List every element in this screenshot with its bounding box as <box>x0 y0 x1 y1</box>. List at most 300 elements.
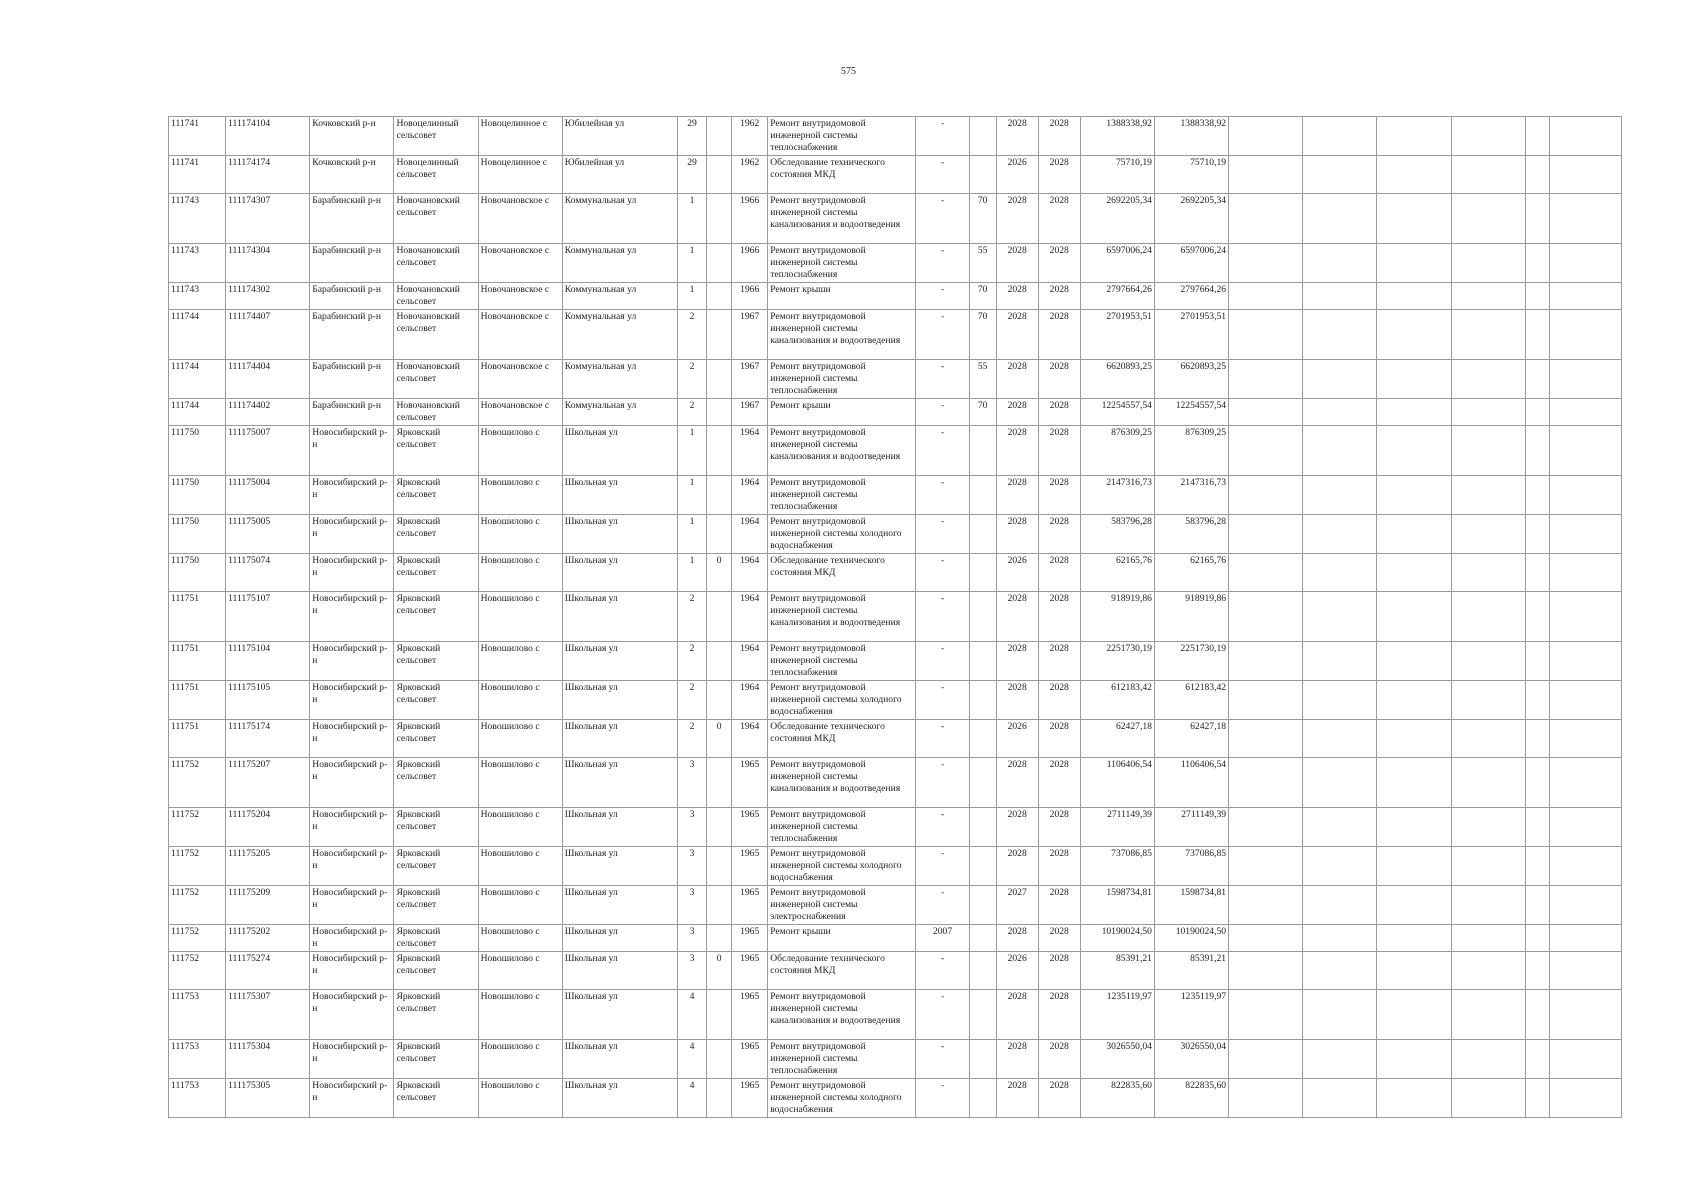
cell-empty <box>1451 758 1525 808</box>
cell-locality: Новошилово с <box>478 1040 562 1079</box>
page-number: 575 <box>841 66 856 77</box>
cell-col12: 2028 <box>996 990 1038 1040</box>
cell-street: Коммунальная ул <box>562 360 677 399</box>
table-row <box>169 808 1622 847</box>
cell-col10: - <box>916 642 969 681</box>
cell-empty <box>1303 847 1377 886</box>
cell-col12: 2028 <box>996 758 1038 808</box>
cell-col14: 2797664,26 <box>1080 283 1154 310</box>
cell-empty <box>1525 156 1549 194</box>
cell-empty <box>1229 1040 1303 1079</box>
cell-empty <box>1451 642 1525 681</box>
cell-district: Кочковский р-н <box>310 117 394 156</box>
cell-col13: 2028 <box>1038 515 1080 554</box>
cell-building: 0 <box>707 952 732 990</box>
cell-street: Школьная ул <box>562 1040 677 1079</box>
cell-id: 111753 <box>169 990 226 1040</box>
cell-house: 29 <box>678 117 707 156</box>
cell-empty <box>1377 117 1451 156</box>
cell-locality: Новошилово с <box>478 847 562 886</box>
cell-house: 4 <box>678 990 707 1040</box>
cell-col11 <box>969 808 996 847</box>
cell-empty <box>1525 642 1549 681</box>
cell-house: 1 <box>678 244 707 283</box>
table-row <box>169 156 1622 194</box>
cell-code: 111174407 <box>226 310 310 360</box>
cell-code: 111174402 <box>226 399 310 426</box>
cell-id: 111743 <box>169 244 226 283</box>
cell-code: 111174174 <box>226 156 310 194</box>
cell-empty <box>1377 156 1451 194</box>
cell-col10: - <box>916 360 969 399</box>
cell-empty <box>1451 808 1525 847</box>
cell-locality: Новошилово с <box>478 720 562 758</box>
table-row <box>169 515 1622 554</box>
cell-empty <box>1377 758 1451 808</box>
cell-empty <box>1451 886 1525 925</box>
cell-id: 111752 <box>169 925 226 952</box>
cell-street: Школьная ул <box>562 1079 677 1118</box>
cell-work: Ремонт внутридомовой инженерной системы канализования и водоотведения <box>768 758 916 808</box>
cell-code: 111174404 <box>226 360 310 399</box>
cell-district: Барабинский р-н <box>310 244 394 283</box>
cell-house: 2 <box>678 310 707 360</box>
cell-empty <box>1451 310 1525 360</box>
cell-empty <box>1377 886 1451 925</box>
cell-empty <box>1525 117 1549 156</box>
cell-empty <box>1549 1040 1621 1079</box>
cell-col14: 62427,18 <box>1080 720 1154 758</box>
cell-year: 1966 <box>732 194 768 244</box>
cell-code: 111175202 <box>226 925 310 952</box>
cell-locality: Новошилово с <box>478 1079 562 1118</box>
cell-council: Ярковский сельсовет <box>394 476 478 515</box>
cell-col13: 2028 <box>1038 681 1080 720</box>
cell-id: 111750 <box>169 554 226 592</box>
cell-empty <box>1525 515 1549 554</box>
cell-empty <box>1303 194 1377 244</box>
cell-locality: Новочановское с <box>478 399 562 426</box>
cell-work: Ремонт внутридомовой инженерной системы теплоснабжения <box>768 360 916 399</box>
cell-empty <box>1229 283 1303 310</box>
cell-col11: 55 <box>969 244 996 283</box>
cell-empty <box>1549 642 1621 681</box>
table-row <box>169 283 1622 310</box>
cell-id: 111753 <box>169 1079 226 1118</box>
cell-empty <box>1525 886 1549 925</box>
cell-locality: Новошилово с <box>478 952 562 990</box>
cell-council: Ярковский сельсовет <box>394 592 478 642</box>
cell-year: 1965 <box>732 808 768 847</box>
cell-col11: 70 <box>969 194 996 244</box>
cell-empty <box>1229 310 1303 360</box>
cell-empty <box>1229 758 1303 808</box>
cell-col12: 2028 <box>996 515 1038 554</box>
cell-code: 111175207 <box>226 758 310 808</box>
cell-house: 3 <box>678 925 707 952</box>
cell-street: Школьная ул <box>562 847 677 886</box>
cell-work: Ремонт внутридомовой инженерной системы теплоснабжения <box>768 808 916 847</box>
cell-district: Кочковский р-н <box>310 156 394 194</box>
cell-col14: 1106406,54 <box>1080 758 1154 808</box>
cell-empty <box>1303 1040 1377 1079</box>
table-row <box>169 310 1622 360</box>
cell-col15: 1235119,97 <box>1154 990 1228 1040</box>
cell-empty <box>1549 156 1621 194</box>
cell-empty <box>1229 1079 1303 1118</box>
cell-code: 111175204 <box>226 808 310 847</box>
cell-code: 111175209 <box>226 886 310 925</box>
cell-col10: - <box>916 426 969 476</box>
cell-council: Ярковский сельсовет <box>394 554 478 592</box>
cell-empty <box>1525 952 1549 990</box>
cell-id: 111744 <box>169 399 226 426</box>
cell-year: 1964 <box>732 720 768 758</box>
table-row <box>169 194 1622 244</box>
cell-locality: Новошилово с <box>478 925 562 952</box>
cell-col12: 2028 <box>996 1079 1038 1118</box>
cell-house: 2 <box>678 592 707 642</box>
cell-col11 <box>969 426 996 476</box>
cell-col10: - <box>916 117 969 156</box>
cell-col13: 2028 <box>1038 117 1080 156</box>
cell-empty <box>1525 476 1549 515</box>
cell-id: 111752 <box>169 952 226 990</box>
table-row <box>169 990 1622 1040</box>
cell-council: Ярковский сельсовет <box>394 952 478 990</box>
cell-building <box>707 925 732 952</box>
cell-empty <box>1549 399 1621 426</box>
cell-empty <box>1377 681 1451 720</box>
cell-col12: 2028 <box>996 476 1038 515</box>
cell-col13: 2028 <box>1038 1040 1080 1079</box>
cell-locality: Новочановское с <box>478 283 562 310</box>
cell-year: 1965 <box>732 990 768 1040</box>
cell-col12: 2028 <box>996 808 1038 847</box>
cell-id: 111752 <box>169 886 226 925</box>
cell-work: Ремонт внутридомовой инженерной системы холодного водоснабжения <box>768 515 916 554</box>
cell-district: Барабинский р-н <box>310 310 394 360</box>
cell-district: Новосибирский р-н <box>310 990 394 1040</box>
cell-col15: 10190024,50 <box>1154 925 1228 952</box>
cell-empty <box>1549 925 1621 952</box>
cell-work: Ремонт крыши <box>768 399 916 426</box>
table-row <box>169 117 1622 156</box>
cell-empty <box>1525 399 1549 426</box>
cell-year: 1964 <box>732 426 768 476</box>
cell-work: Ремонт внутридомовой инженерной системы электроснабжения <box>768 886 916 925</box>
cell-col15: 62165,76 <box>1154 554 1228 592</box>
cell-empty <box>1303 554 1377 592</box>
cell-empty <box>1229 399 1303 426</box>
cell-street: Школьная ул <box>562 515 677 554</box>
cell-council: Ярковский сельсовет <box>394 847 478 886</box>
cell-col10: - <box>916 1079 969 1118</box>
cell-id: 111741 <box>169 117 226 156</box>
cell-col11 <box>969 925 996 952</box>
cell-col11: 55 <box>969 360 996 399</box>
cell-council: Ярковский сельсовет <box>394 1079 478 1118</box>
cell-empty <box>1549 952 1621 990</box>
cell-empty <box>1377 476 1451 515</box>
cell-empty <box>1451 847 1525 886</box>
cell-street: Юбилейная ул <box>562 117 677 156</box>
cell-empty <box>1549 681 1621 720</box>
cell-house: 29 <box>678 156 707 194</box>
cell-locality: Новошилово с <box>478 886 562 925</box>
cell-building <box>707 681 732 720</box>
cell-empty <box>1451 554 1525 592</box>
cell-col15: 876309,25 <box>1154 426 1228 476</box>
cell-col15: 1106406,54 <box>1154 758 1228 808</box>
cell-empty <box>1525 808 1549 847</box>
cell-building <box>707 244 732 283</box>
cell-empty <box>1303 642 1377 681</box>
cell-col13: 2028 <box>1038 244 1080 283</box>
cell-year: 1965 <box>732 758 768 808</box>
cell-street: Школьная ул <box>562 952 677 990</box>
cell-house: 3 <box>678 847 707 886</box>
cell-building <box>707 1040 732 1079</box>
cell-code: 111174304 <box>226 244 310 283</box>
cell-col13: 2028 <box>1038 758 1080 808</box>
cell-house: 1 <box>678 194 707 244</box>
cell-empty <box>1229 426 1303 476</box>
cell-house: 1 <box>678 476 707 515</box>
cell-col15: 62427,18 <box>1154 720 1228 758</box>
table-row <box>169 476 1622 515</box>
cell-col11 <box>969 117 996 156</box>
cell-locality: Новошилово с <box>478 642 562 681</box>
cell-year: 1962 <box>732 117 768 156</box>
cell-work: Ремонт внутридомовой инженерной системы канализования и водоотведения <box>768 592 916 642</box>
cell-code: 111175007 <box>226 426 310 476</box>
cell-building <box>707 283 732 310</box>
cell-building <box>707 886 732 925</box>
cell-col15: 2797664,26 <box>1154 283 1228 310</box>
cell-empty <box>1303 925 1377 952</box>
cell-col14: 822835,60 <box>1080 1079 1154 1118</box>
cell-code: 111175107 <box>226 592 310 642</box>
cell-col13: 2028 <box>1038 925 1080 952</box>
cell-empty <box>1451 360 1525 399</box>
cell-empty <box>1549 847 1621 886</box>
cell-house: 2 <box>678 720 707 758</box>
cell-empty <box>1525 925 1549 952</box>
cell-street: Школьная ул <box>562 990 677 1040</box>
cell-empty <box>1303 426 1377 476</box>
cell-id: 111752 <box>169 808 226 847</box>
cell-empty <box>1229 592 1303 642</box>
cell-col15: 737086,85 <box>1154 847 1228 886</box>
cell-empty <box>1303 952 1377 990</box>
cell-empty <box>1303 399 1377 426</box>
cell-empty <box>1451 681 1525 720</box>
cell-empty <box>1229 117 1303 156</box>
cell-code: 111175305 <box>226 1079 310 1118</box>
cell-empty <box>1549 592 1621 642</box>
cell-code: 111175074 <box>226 554 310 592</box>
cell-empty <box>1377 720 1451 758</box>
cell-empty <box>1377 515 1451 554</box>
cell-col14: 62165,76 <box>1080 554 1154 592</box>
cell-district: Новосибирский р-н <box>310 592 394 642</box>
cell-id: 111753 <box>169 1040 226 1079</box>
cell-empty <box>1549 758 1621 808</box>
cell-year: 1964 <box>732 476 768 515</box>
cell-year: 1966 <box>732 283 768 310</box>
cell-district: Новосибирский р-н <box>310 720 394 758</box>
cell-empty <box>1525 283 1549 310</box>
cell-col13: 2028 <box>1038 952 1080 990</box>
cell-col10: - <box>916 952 969 990</box>
cell-col11 <box>969 554 996 592</box>
cell-col14: 10190024,50 <box>1080 925 1154 952</box>
cell-year: 1965 <box>732 952 768 990</box>
table-row <box>169 681 1622 720</box>
cell-id: 111741 <box>169 156 226 194</box>
cell-house: 1 <box>678 554 707 592</box>
cell-code: 111175174 <box>226 720 310 758</box>
cell-col10: - <box>916 244 969 283</box>
cell-empty <box>1549 310 1621 360</box>
cell-empty <box>1377 426 1451 476</box>
table-row <box>169 1040 1622 1079</box>
cell-work: Ремонт внутридомовой инженерной системы канализования и водоотведения <box>768 194 916 244</box>
cell-col12: 2028 <box>996 194 1038 244</box>
cell-locality: Новошилово с <box>478 476 562 515</box>
table-row <box>169 720 1622 758</box>
cell-col13: 2028 <box>1038 310 1080 360</box>
cell-col14: 2711149,39 <box>1080 808 1154 847</box>
table-row <box>169 925 1622 952</box>
cell-col10: - <box>916 847 969 886</box>
cell-house: 2 <box>678 681 707 720</box>
cell-locality: Новочановское с <box>478 194 562 244</box>
cell-building <box>707 117 732 156</box>
table-row <box>169 886 1622 925</box>
cell-district: Барабинский р-н <box>310 194 394 244</box>
cell-col15: 2711149,39 <box>1154 808 1228 847</box>
cell-house: 3 <box>678 952 707 990</box>
cell-empty <box>1229 925 1303 952</box>
cell-empty <box>1377 847 1451 886</box>
cell-col14: 876309,25 <box>1080 426 1154 476</box>
cell-empty <box>1377 925 1451 952</box>
cell-empty <box>1377 952 1451 990</box>
cell-col11 <box>969 476 996 515</box>
cell-empty <box>1525 681 1549 720</box>
cell-empty <box>1229 244 1303 283</box>
cell-empty <box>1549 720 1621 758</box>
cell-locality: Новошилово с <box>478 592 562 642</box>
cell-col11: 70 <box>969 399 996 426</box>
cell-council: Ярковский сельсовет <box>394 1040 478 1079</box>
cell-empty <box>1377 990 1451 1040</box>
cell-work: Ремонт внутридомовой инженерной системы холодного водоснабжения <box>768 681 916 720</box>
cell-district: Барабинский р-н <box>310 399 394 426</box>
cell-col14: 6620893,25 <box>1080 360 1154 399</box>
cell-empty <box>1229 847 1303 886</box>
cell-empty <box>1549 476 1621 515</box>
cell-year: 1965 <box>732 847 768 886</box>
cell-house: 4 <box>678 1079 707 1118</box>
cell-col13: 2028 <box>1038 592 1080 642</box>
cell-empty <box>1451 952 1525 990</box>
cell-empty <box>1525 1079 1549 1118</box>
cell-empty <box>1451 592 1525 642</box>
cell-street: Школьная ул <box>562 925 677 952</box>
table-row <box>169 592 1622 642</box>
cell-col14: 2701953,51 <box>1080 310 1154 360</box>
cell-district: Барабинский р-н <box>310 360 394 399</box>
cell-district: Новосибирский р-н <box>310 925 394 952</box>
cell-empty <box>1549 515 1621 554</box>
cell-empty <box>1549 554 1621 592</box>
cell-empty <box>1451 720 1525 758</box>
cell-col12: 2028 <box>996 117 1038 156</box>
cell-year: 1964 <box>732 681 768 720</box>
cell-house: 1 <box>678 426 707 476</box>
cell-code: 111174302 <box>226 283 310 310</box>
cell-col12: 2026 <box>996 720 1038 758</box>
cell-empty <box>1451 117 1525 156</box>
cell-district: Новосибирский р-н <box>310 808 394 847</box>
cell-empty <box>1377 283 1451 310</box>
cell-id: 111750 <box>169 476 226 515</box>
cell-empty <box>1303 283 1377 310</box>
cell-col15: 6620893,25 <box>1154 360 1228 399</box>
cell-building: 0 <box>707 554 732 592</box>
cell-code: 111175004 <box>226 476 310 515</box>
cell-col13: 2028 <box>1038 720 1080 758</box>
table-row <box>169 399 1622 426</box>
cell-empty <box>1303 476 1377 515</box>
cell-council: Ярковский сельсовет <box>394 426 478 476</box>
cell-empty <box>1451 990 1525 1040</box>
cell-district: Новосибирский р-н <box>310 515 394 554</box>
cell-work: Ремонт внутридомовой инженерной системы теплоснабжения <box>768 244 916 283</box>
cell-district: Новосибирский р-н <box>310 886 394 925</box>
cell-col15: 822835,60 <box>1154 1079 1228 1118</box>
cell-empty <box>1451 426 1525 476</box>
cell-empty <box>1549 194 1621 244</box>
cell-work: Ремонт внутридомовой инженерной системы теплоснабжения <box>768 476 916 515</box>
cell-empty <box>1549 426 1621 476</box>
cell-empty <box>1451 1079 1525 1118</box>
cell-empty <box>1303 310 1377 360</box>
cell-district: Новосибирский р-н <box>310 642 394 681</box>
table-row <box>169 244 1622 283</box>
cell-col11 <box>969 847 996 886</box>
cell-col12: 2028 <box>996 1040 1038 1079</box>
cell-work: Ремонт внутридомовой инженерной системы теплоснабжения <box>768 642 916 681</box>
cell-col10: - <box>916 886 969 925</box>
cell-col12: 2026 <box>996 156 1038 194</box>
cell-col14: 583796,28 <box>1080 515 1154 554</box>
cell-empty <box>1303 758 1377 808</box>
cell-empty <box>1549 283 1621 310</box>
cell-empty <box>1451 283 1525 310</box>
cell-council: Ярковский сельсовет <box>394 681 478 720</box>
cell-col12: 2026 <box>996 554 1038 592</box>
cell-street: Коммунальная ул <box>562 399 677 426</box>
cell-council: Ярковский сельсовет <box>394 925 478 952</box>
cell-col15: 85391,21 <box>1154 952 1228 990</box>
cell-empty <box>1525 758 1549 808</box>
cell-work: Ремонт внутридомовой инженерной системы канализования и водоотведения <box>768 426 916 476</box>
cell-street: Школьная ул <box>562 476 677 515</box>
